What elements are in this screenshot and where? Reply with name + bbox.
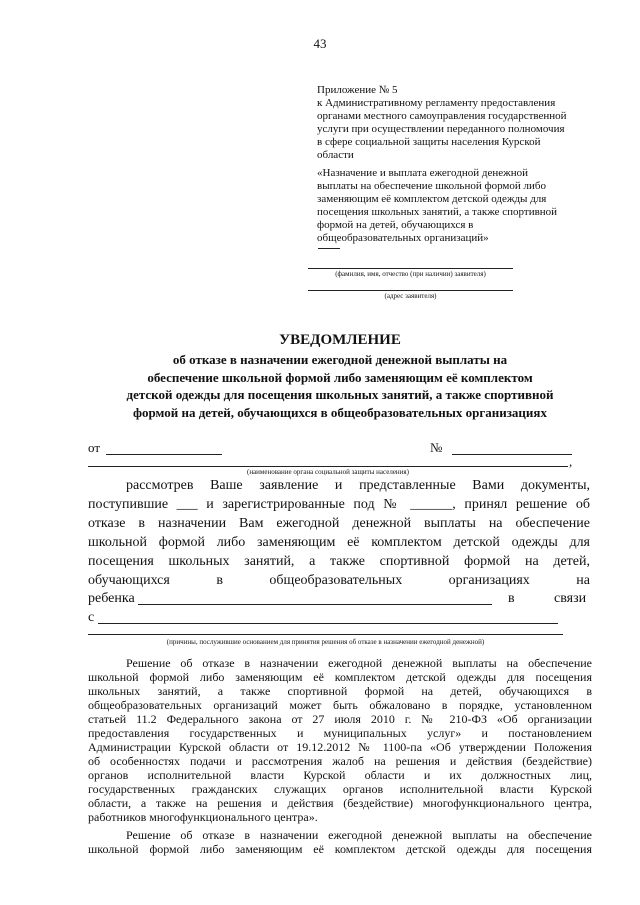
paragraph-line: об особенностях подачи и рассмотрения жалоб на решения и действия (бездействие): [88, 754, 592, 768]
paragraph2-line: Решение об отказе в назначении ежегодной денежной выплаты на обеспечение: [126, 828, 592, 842]
number-field[interactable]: [452, 454, 572, 455]
notice-subtitle-line: детской одежды для посещения школьных занятий, а также спортивной: [126, 387, 554, 402]
appendix-to-line: органами местного самоуправления государственной: [317, 110, 567, 122]
appendix-title: Приложение № 5: [317, 84, 398, 96]
paragraph-line: органов исполнительной власти Курской области и их должностных лиц,: [88, 768, 592, 782]
appendix-to-line: к Административному регламенту предоставления: [317, 97, 556, 109]
service-line: посещения школьных занятий, а также спортивной: [317, 206, 558, 218]
reason-caption: (причины, послужившие основанием для принятия решения об отказе в назначении ежегодной денежной): [166, 638, 485, 646]
applicant-address-caption: (адрес заявителя): [308, 290, 513, 300]
paragraph-line: статьей 11.2 Федерального закона от 27 июля 2010 г. № 210-ФЗ «Об организации: [88, 712, 592, 726]
child-field[interactable]: [138, 604, 492, 605]
appendix-header: [317, 84, 597, 245]
reason-field-line[interactable]: [88, 634, 563, 635]
service-line: заменяющим её комплектом детской одежды для: [317, 193, 547, 205]
notice-title: УВЕДОМЛЕНИЕ: [279, 332, 401, 348]
main-text-line: обучающихся в общеобразовательных организациях на: [88, 573, 590, 588]
paragraph-line: государственных гражданских служащих органов исполнительной власти Курской: [88, 782, 592, 796]
paragraph-line: предоставления государственных и муниципальных услуг» и постановлением: [88, 726, 592, 740]
date-field[interactable]: [106, 454, 222, 455]
child-row: [88, 591, 590, 609]
paragraph-line: школьной формой либо заменяющим её комплектом детской одежды для посещения: [88, 670, 592, 684]
child-connection-label: связи: [554, 591, 587, 606]
child-in-label: в: [508, 591, 515, 606]
main-text-line: поступившие ___ и зарегистрированные под № ______, принял решение об: [88, 497, 590, 512]
notice-subtitle-line: обеспечение школьной формой либо заменяющим её комплектом: [147, 369, 533, 385]
main-text-line: школьной формой либо заменяющим её комплектом детской одежды для: [88, 535, 590, 550]
service-line: общеобразовательных организаций»: [317, 232, 489, 244]
service-line: «Назначение и выплата ежегодной денежной: [317, 167, 528, 179]
from-label: от: [88, 440, 101, 455]
reason-field[interactable]: [98, 623, 558, 624]
paragraph-line: Решение об отказе в назначении ежегодной денежной выплаты на обеспечение: [126, 656, 592, 670]
applicant-name-caption: (фамилия, имя, отчество (при наличии) заявителя): [308, 268, 513, 278]
service-line: формой на детей, обучающихся в: [317, 219, 474, 231]
organ-comma: ,: [569, 454, 573, 469]
page-number: 43: [313, 36, 327, 51]
appendix-to-line: в сфере социальной защиты населения Курской: [317, 136, 541, 148]
main-text-line: отказе в назначении Вам ежегодной денежной выплаты на обеспечение: [88, 516, 590, 531]
notice-subtitle-line: об отказе в назначении ежегодной денежной выплаты на: [172, 352, 508, 367]
applicant-name-field[interactable]: [308, 268, 513, 278]
notice-subtitle-line: формой на детей, обучающихся в общеобразовательных организациях: [133, 404, 547, 420]
service-line: выплаты на обеспечение школьной формой либо: [317, 180, 547, 192]
appendix-to-line: области: [317, 149, 354, 161]
paragraph-line: области, а также на решения и действия (бездействие) многофункционального центра,: [88, 796, 592, 810]
main-text-line: посещения школьных занятий, а также спортивной формой на детей,: [88, 554, 590, 569]
paragraph-line: общеобразовательных организаций может быть обжаловано в порядке, установленном: [88, 698, 592, 712]
paragraph2-line: школьной формой либо заменяющим её комплектом детской одежды для посещения: [88, 842, 592, 856]
paragraph-line: Администрации Курской области от 19.12.2012 № 1100-па «Об утверждении Положения: [88, 740, 592, 754]
organ-caption: (наименование органа социальной защиты населения): [247, 468, 409, 476]
date-number-row: [88, 440, 598, 458]
with-label: с: [88, 610, 95, 625]
short-dash-line: [318, 248, 340, 249]
with-row: [88, 610, 590, 628]
appendix-to-line: услуги при осуществлении переданного полномочия: [317, 123, 565, 135]
notice-subtitle: [70, 351, 610, 421]
paragraph-line: школьных занятий, а также спортивной формой на детей, обучающихся в: [88, 684, 592, 698]
paragraph-line: работников многофункционального центра».: [88, 810, 318, 824]
applicant-address-field[interactable]: [308, 290, 513, 300]
main-text-line: рассмотрев Ваше заявление и представленные Вами документы,: [126, 478, 590, 493]
organ-name-field[interactable]: [88, 466, 568, 467]
number-label: №: [430, 440, 443, 455]
child-label: ребенка: [88, 591, 135, 606]
